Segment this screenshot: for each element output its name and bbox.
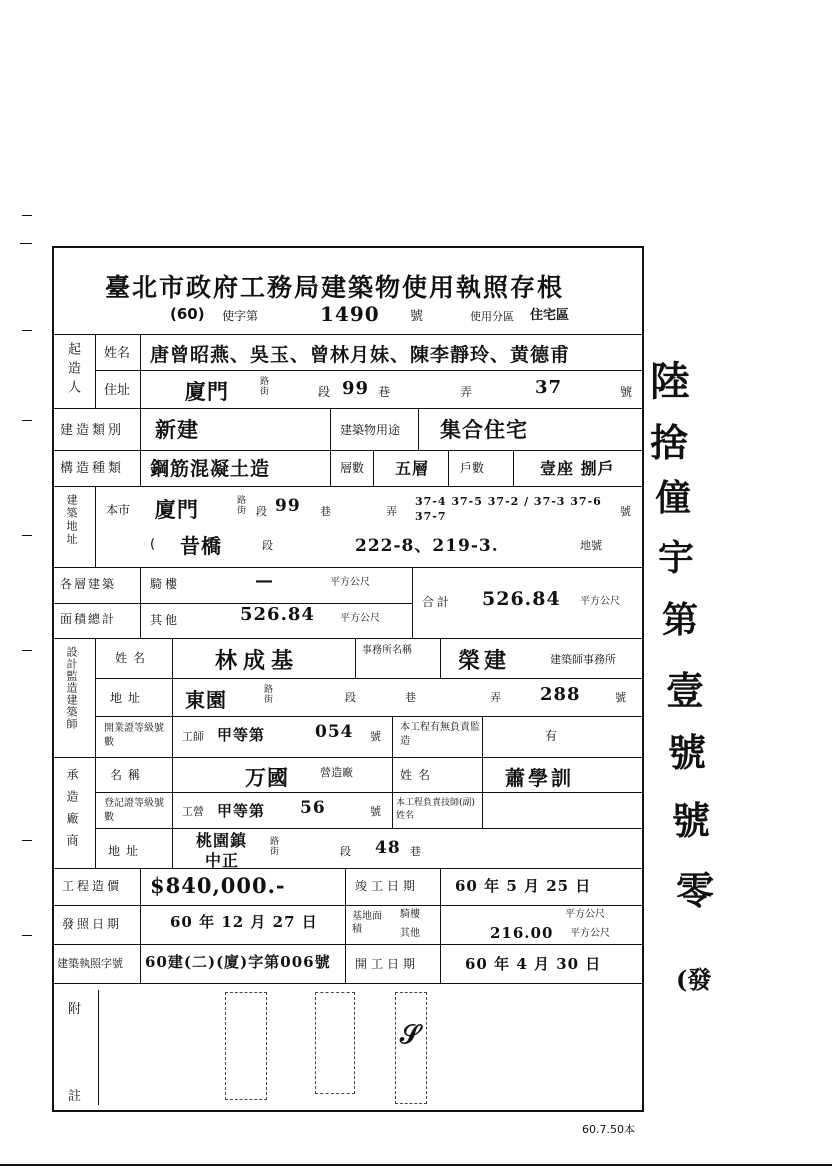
owner-address-value: 廈門 [185,379,229,404]
side-fragment-7: 號 [668,730,707,775]
site-road-value: 廈門 [155,497,199,522]
site-lane-value: 99 [275,496,301,516]
area-arcade-label: 騎樓 [150,577,181,591]
building-use-label: 建築物用途 [340,423,401,437]
designer-reg-label: 開業證等級號數 [104,723,164,748]
floors-value: 五層 [395,459,430,478]
issue-date-label: 發照日期 [62,917,123,931]
base-area-value: 216.00 [490,924,554,942]
designer-reg-prefix: 工師 [182,730,204,743]
owner-address-label: 住址 [104,383,131,398]
area-label-2: 面積總計 [60,612,117,626]
contractor-name-suffix: 營造廠 [320,766,353,779]
area-other-value: 526.84 [240,604,315,625]
contractor-reg-label: 登記證等級號數 [104,798,164,823]
side-fragment-9: 零 [676,868,715,913]
cost-value: $840,000.- [150,873,286,898]
contractor-addr-number: 48 [375,838,401,858]
scan-edge [0,1164,832,1166]
binding-tick [22,650,32,651]
contractor-reg-number: 56 [300,798,326,818]
units-label: 戶數 [460,461,485,475]
designer-name-label: 姓名 [115,651,152,665]
base-arcade-unit: 平方公尺 [565,909,605,920]
cost-label: 工程造價 [62,879,123,893]
print-code: 60.7.50本 [582,1123,635,1136]
area-label-1: 各層建築 [60,577,117,591]
side-fragment-2: 捨 [650,420,689,465]
base-arcade-label: 騎樓 [400,909,420,920]
site-nong: 弄 [386,505,397,518]
area-other-unit: 平方公尺 [340,613,380,624]
site-land-area: 昔橋 [180,534,222,558]
designer-reg-hao: 號 [370,730,381,743]
zone-value: 住宅區 [530,308,570,323]
owner-duan: 段 [318,385,331,399]
structure-value: 鋼筋混凝土造 [150,458,271,480]
form-title: 臺北市政府工務局建築物使用執照存根 [105,273,565,302]
contractor-name-label: 名稱 [110,768,147,782]
designer-supervise-value: 有 [545,729,558,743]
designer-name-value: 林成基 [215,648,300,674]
complete-label: 竣工日期 [355,879,420,893]
permit-number-value: 60建(二)(廈)字第006號 [145,953,331,971]
owner-xiang: 巷 [378,385,391,399]
site-road-suffix: 路街 [235,495,245,515]
structure-label: 構造種類 [60,461,125,476]
binding-tick [22,535,32,536]
site-hao: 號 [620,505,631,518]
complete-value: 60 年 5 月 25 日 [455,877,592,895]
side-fragment-3: 僮 [655,477,692,519]
side-fragment-1: 陸 [650,358,690,405]
year-prefix: (60) [170,305,205,323]
owner-lane-value: 99 [342,378,370,399]
contractor-reg-hao: 號 [370,805,381,818]
designer-reg-number: 054 [315,722,354,742]
designer-addr-xiang: 巷 [405,691,416,704]
permit-number-label: 建築執照字號 [57,957,123,970]
contractor-addr-value-2: 中正 [205,851,240,870]
designer-addr-road: 路街 [262,684,272,704]
license-number: 1490 [320,302,380,326]
designer-reg-grade: 甲等第 [217,726,266,744]
license-hao: 號 [410,309,424,324]
designer-office-suffix: 建築師事務所 [550,653,616,666]
area-other-label: 其他 [150,613,181,627]
contractor-tech-label: 本工程負責技師(副)姓名 [396,798,476,821]
license-word: 使字第 [222,309,259,323]
contractor-reg-grade: 甲等第 [217,802,266,820]
site-paren-open: ( [150,537,156,552]
binding-tick [22,420,32,421]
seal-stamp-1 [225,992,267,1100]
contractor-name-value: 万國 [245,765,289,790]
side-fragment-5: 第 [662,599,699,641]
contractor-addr-duan: 段 [340,845,351,858]
designer-supervise-label: 本工程有無負責監造 [400,722,480,747]
units-value: 壹座 捌戶 [540,459,615,478]
designer-addr-number: 288 [540,684,581,705]
side-fragment-10: (發 [676,965,712,994]
designer-addr-nong: 弄 [490,691,501,704]
site-city: 本市 [106,503,131,517]
site-land-number: 222-8、219-3. [355,536,499,556]
base-other-unit: 平方公尺 [570,928,610,939]
binding-tick [22,840,32,841]
notes-label-top: 附 [68,1002,82,1017]
contractor-addr-value-1: 桃園鎮 [196,831,248,850]
contractor-person-value: 蕭學訓 [505,766,574,790]
zone-label: 使用分區 [470,310,514,323]
site-section-label: 建築地址 [65,494,78,546]
contractor-section-label: 承造廠商 [65,768,79,856]
base-other-label: 其他 [400,928,420,939]
area-total-label: 合計 [422,595,453,609]
side-fragment-4: 宇 [658,537,695,579]
contractor-reg-prefix: 工營 [182,805,204,818]
binding-tick [22,330,32,331]
binding-tick [22,215,32,216]
site-lane-suffix: 巷 [320,505,331,518]
building-type-label: 建造類別 [60,423,125,438]
owner-nong: 弄 [460,385,473,399]
building-type-value: 新建 [155,417,199,442]
side-fragment-8: 號 [672,798,711,843]
start-date-value: 60 年 4 月 30 日 [465,955,602,973]
contractor-person-label: 姓名 [400,768,437,782]
owner-road-label: 路街 [258,376,268,396]
designer-addr-hao: 號 [615,691,626,704]
start-date-label: 開工日期 [355,957,420,971]
contractor-addr-xiang: 巷 [410,845,421,858]
base-area-label: 基地面積 [352,911,382,935]
designer-addr-value: 東園 [185,688,227,712]
owner-number-value: 37 [535,377,563,398]
seal-stamp-2 [315,992,355,1094]
site-land-suffix: 地號 [580,539,602,552]
owner-section-label: 起造人 [65,342,80,399]
area-total-unit: 平方公尺 [580,596,620,607]
designer-addr-label: 地址 [110,691,147,705]
designer-office-value: 榮建 [458,648,511,674]
building-use-value: 集合住宅 [440,417,528,442]
designer-office-label: 事務所名稱 [362,645,412,656]
owner-name-label: 姓名 [104,346,131,361]
site-land-duan: 段 [262,539,273,552]
area-arcade-value: — [255,570,274,591]
issue-date-value: 60 年 12 月 27 日 [170,913,318,931]
site-duan: 段 [256,505,267,518]
owner-name-value: 唐曾昭燕、吳玉、曾林月妹、陳李靜玲、黄德甫 [150,344,571,366]
contractor-addr-label: 地址 [108,844,145,858]
contractor-addr-road: 路街 [268,836,278,856]
floors-label: 層數 [340,461,365,475]
handwritten-signature: 𝒮 [400,1020,422,1050]
designer-addr-duan: 段 [345,691,356,704]
side-fragment-6: 壹 [666,668,705,713]
notes-label-bottom: 註 [68,1089,82,1104]
owner-hao: 號 [620,385,633,399]
binding-tick [22,935,32,936]
binding-tick [20,243,32,244]
designer-section-label: 設計監造建築師 [65,646,78,730]
area-arcade-unit: 平方公尺 [330,577,370,588]
site-numbers-value: 37-4 37-5 37-2 / 37-3 37-6 37-7 [415,495,602,524]
area-total-value: 526.84 [482,588,561,610]
